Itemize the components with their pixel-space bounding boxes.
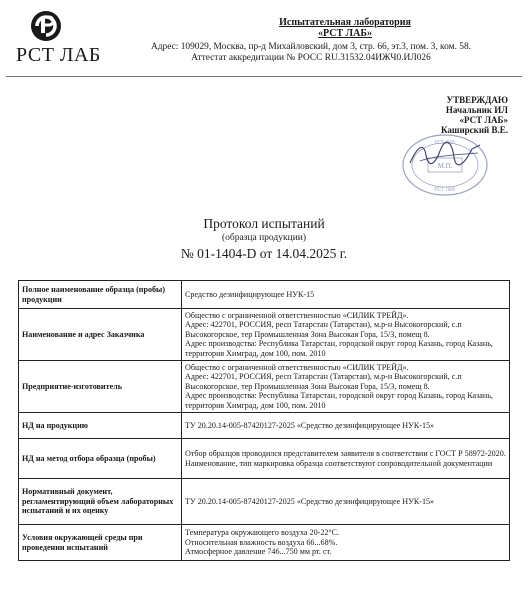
- row-value-line: Общество с ограниченной ответственностью «СИЛИК ТРЕЙД».: [185, 362, 409, 372]
- row-value-line: Адрес: 422701, РОССИЯ, респ Татарстан (Татарстан), м.р-н Высокогорский, с.п Высокогорское, тер Промышленная Зона Высокая Гора, 15/3, помещ 8.: [185, 372, 462, 391]
- lab-address: Адрес: 109029, Москва, пр-д Михайловский, дом 3, стр. 66, эт.3, пом. 3, ком. 58.: [151, 42, 471, 52]
- signature-icon: [400, 135, 490, 175]
- row-value-line: Температура окружающего воздуха 20-22°С.: [185, 528, 340, 538]
- row-value: [182, 309, 510, 361]
- row-value-line: Отбор образцов проводился представителем заявителя в соответствии с ГОСТ Р 58972-2020.: [185, 449, 506, 459]
- row-value-line: ТУ 20.20.14-005-87420127-2025 «Средство дезинфицирующее НУК-15»: [185, 496, 435, 506]
- row-label: НД на метод отбора образца (пробы): [19, 439, 182, 479]
- row-value-line: Атмосферное давление 746...750 мм рт. ст.: [185, 547, 332, 557]
- lab-name: «РСТ ЛАБ»: [318, 28, 372, 39]
- row-label: Полное наименование образца (пробы) продукции: [19, 281, 182, 309]
- row-value-line: Средство дезинфицирующее НУК-15: [185, 289, 315, 299]
- document-subtitle: (образца продукции): [221, 233, 307, 243]
- row-label: Предприятие-изготовитель: [19, 361, 182, 413]
- table-row: [19, 413, 510, 439]
- lab-accreditation: Аттестат аккредитации № РОСС RU.31532.04ИЖЧ0.ИЛ026: [191, 53, 431, 63]
- approval-name: Каширский В.Е.: [440, 125, 508, 135]
- approval-title: УТВЕРЖДАЮ: [446, 95, 508, 105]
- logo-text: РСТ ЛАБ: [16, 44, 101, 66]
- row-label: Нормативный документ, регламентирующий объем лабораторных испытаний и их оценку: [19, 479, 182, 525]
- row-label: Наименование и адрес Заказчика: [19, 309, 182, 361]
- row-value: [182, 439, 510, 479]
- table-row: [19, 281, 510, 309]
- protocol-table: [18, 280, 510, 561]
- approval-org: «РСТ ЛАБ»: [459, 115, 508, 125]
- svg-text:РСТ ЛАБ: РСТ ЛАБ: [434, 140, 456, 146]
- table-row: [19, 439, 510, 479]
- row-value-line: Наименование, тип маркировка образца соответствуют сопроводительной документации: [185, 458, 493, 468]
- row-label: НД на продукцию: [19, 413, 182, 439]
- row-label: Условия окружающей среды при проведении испытаний: [19, 525, 182, 561]
- document-number: № 01-1404-D от 14.04.2025 г.: [180, 246, 348, 261]
- approval-block: [441, 95, 508, 135]
- svg-text:РСТ ЛАБ: РСТ ЛАБ: [434, 187, 456, 193]
- lab-title: Испытательная лаборатория: [279, 17, 411, 28]
- header-divider: [6, 76, 522, 77]
- document-title: Протокол испытаний: [203, 216, 325, 231]
- table-row: [19, 309, 510, 361]
- row-value: [182, 525, 510, 561]
- table-row: [19, 479, 510, 525]
- row-value: [182, 361, 510, 413]
- row-value-line: Относительная влажность воздуха 66...68%.: [185, 537, 338, 547]
- table-row: [19, 525, 510, 561]
- row-value-line: Адрес производства: Республика Татарстан, городской округ город Казань, город Казань, территория Химград, дом 100, пом. 2010: [185, 391, 493, 410]
- row-value-line: ТУ 20.20.14-005-87420127-2025 «Средство дезинфицирующее НУК-15»: [185, 420, 435, 430]
- row-value: [182, 479, 510, 525]
- row-value: [182, 281, 510, 309]
- table-row: [19, 361, 510, 413]
- row-value-line: Адрес: 422701, РОССИЯ, респ Татарстан (Татарстан), м.р-н Высокогорский, с.п Высокогорское, тер Промышленная Зона Высокая Гора, 15/3, помещ 8.: [185, 320, 462, 339]
- row-value-line: Общество с ограниченной ответственностью «СИЛИК ТРЕЙД».: [185, 310, 409, 320]
- approval-position: Начальник ИЛ: [445, 105, 508, 115]
- svg-text:М.П.: М.П.: [437, 162, 453, 170]
- row-value-line: Адрес производства: Республика Татарстан, городской округ город Казань, город Казань, территория Химград, дом 100, пом. 2010: [185, 339, 493, 358]
- row-value: [182, 413, 510, 439]
